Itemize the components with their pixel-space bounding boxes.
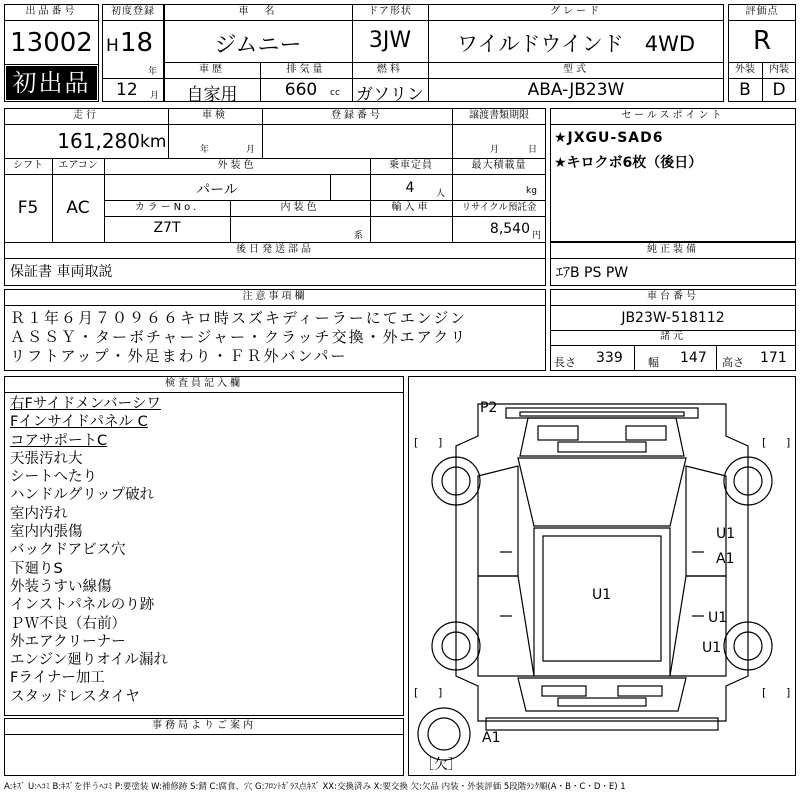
svg-text:[: [ bbox=[414, 436, 419, 449]
inspector-line: コアサポートC bbox=[10, 432, 108, 449]
inspector-line: Fライナー加工 bbox=[10, 670, 105, 687]
model-label: 型式 bbox=[563, 64, 589, 75]
inspector-line: 右Fサイドメンバーシワ bbox=[10, 396, 161, 412]
reg-year: 18 bbox=[120, 28, 154, 58]
inspector-line: 外エアクリーナー bbox=[10, 633, 126, 650]
history-label: 車歴 bbox=[199, 64, 225, 75]
mark-a1-right: A1 bbox=[716, 551, 735, 567]
model: ABA-JB23W bbox=[527, 80, 625, 100]
import-label: 輸入車 bbox=[391, 202, 431, 213]
year-unit: 年 bbox=[148, 67, 158, 77]
ext-color: パール bbox=[196, 182, 238, 198]
inspector-lines bbox=[10, 395, 400, 706]
notes-label: 注意事項欄 bbox=[242, 291, 308, 302]
inspector-line: インストパネルのり跡 bbox=[10, 597, 155, 614]
ac-label: エアコン bbox=[58, 160, 98, 171]
legend: A:ｷｽﾞ U:ﾍｺﾐ B:ｷｽﾞを伴うﾍｺﾐ P:要塗装 W:補修跡 S:錆 C:腐食、穴 G:ﾌﾛﾝﾄｶﾞﾗｽ点ｷｽﾞ XX:交換済み X:要交換 欠:欠品 内装・外装評価 5段階ﾗﾝｸ順(A・B・C・D・E) 1 bbox=[4, 782, 626, 792]
mileage: 161,280 bbox=[57, 129, 140, 153]
width: 147 bbox=[680, 350, 707, 366]
chassis-number: JB23W-518112 bbox=[621, 310, 725, 326]
svg-text:]: ] bbox=[438, 686, 443, 699]
reg-month: 12 bbox=[116, 80, 138, 100]
mark-u1-roof: U1 bbox=[592, 587, 612, 603]
svg-text:[: [ bbox=[414, 686, 419, 699]
svg-text:]: ] bbox=[786, 686, 791, 699]
grade: ワイルドウインド 4WD bbox=[456, 32, 696, 56]
car-diagram bbox=[408, 376, 796, 776]
era: H bbox=[106, 36, 119, 56]
transfer-label: 譲渡書類期限 bbox=[469, 110, 529, 121]
equipment-label: 純正装備 bbox=[647, 244, 699, 255]
sales-points-box bbox=[550, 108, 796, 242]
mark-u1-right-rear: U1 bbox=[708, 610, 728, 626]
inspector-line: 下廻りS bbox=[10, 560, 63, 577]
recycle-label: リサイクル預託金 bbox=[461, 202, 537, 213]
lot-label: 出品番号 bbox=[25, 6, 78, 17]
displacement-label: 排気量 bbox=[286, 64, 326, 75]
capacity: 4 bbox=[405, 180, 415, 196]
recycle-unit: 円 bbox=[532, 231, 542, 241]
displacement-unit: cc bbox=[330, 88, 340, 98]
month-unit: 月 bbox=[150, 91, 160, 101]
later-parts: 保証書 車両取説 bbox=[10, 264, 113, 280]
fuel: ガソリン bbox=[356, 85, 424, 105]
length-label: 長さ bbox=[554, 356, 576, 369]
inspector-line: 外装うすい線傷 bbox=[10, 578, 112, 595]
office-label: 事務局よりご案内 bbox=[152, 720, 256, 731]
exterior-label: 外装 bbox=[735, 64, 755, 75]
score-label: 評価点 bbox=[745, 6, 779, 17]
mark-u1-right-rear-wheel: U1 bbox=[702, 640, 722, 656]
inspector-line: ハンドルグリップ破れ bbox=[10, 487, 155, 504]
sales-points-label: セールスポイント bbox=[621, 110, 725, 121]
note-line-2: ＡＳＳＹ・ターボチャージャー・クラッチ交換・外エアクリ bbox=[10, 328, 468, 346]
insp-month-unit: 月 bbox=[246, 145, 256, 155]
exterior-score: B bbox=[739, 80, 751, 100]
height: 171 bbox=[760, 350, 787, 366]
history: 自家用 bbox=[186, 85, 238, 105]
inspector-line: ＰＷ不良（右前） bbox=[10, 615, 126, 632]
note-line-1: Ｒ１年６月７０９６６キロ時スズキディーラーにてエンジン bbox=[10, 309, 468, 327]
ac: AC bbox=[66, 198, 90, 218]
door-type: 3JW bbox=[368, 28, 412, 53]
length: 339 bbox=[596, 350, 623, 366]
ext-color-label: 外装色 bbox=[217, 160, 257, 171]
svg-text:]: ] bbox=[786, 436, 791, 449]
inspection-label: 車検 bbox=[202, 110, 228, 121]
lot-number: 13002 bbox=[10, 28, 93, 58]
mileage-unit: km bbox=[140, 132, 167, 152]
color-no-label: カラーNo. bbox=[134, 202, 200, 213]
inspector-line: 天張汚れ大 bbox=[10, 450, 83, 467]
height-label: 高さ bbox=[722, 356, 744, 369]
mark-p2: P2 bbox=[480, 400, 498, 416]
mark-a1-spare: A1 bbox=[482, 730, 501, 746]
later-parts-label: 後日発送部品 bbox=[236, 244, 314, 255]
car-name: ジムニー bbox=[214, 33, 302, 58]
max-load-unit: kg bbox=[526, 186, 537, 196]
equipment: ｴｱB PS PW bbox=[556, 265, 629, 281]
shift: F5 bbox=[17, 198, 39, 218]
shift-label: シフト bbox=[13, 160, 43, 171]
sales-point-1: ★JXGU-SAD6 bbox=[554, 130, 664, 146]
recycle: 8,540 bbox=[489, 221, 530, 237]
door-label: ドア形状 bbox=[368, 6, 412, 17]
dims-label: 諸元 bbox=[660, 331, 686, 342]
interior-label: 内装 bbox=[769, 64, 789, 75]
note-line-3: リフトアップ・外足まわり・ＦＲ外バンパー bbox=[10, 347, 348, 365]
mark-u1-right-front: U1 bbox=[716, 526, 736, 542]
svg-text:[: [ bbox=[762, 436, 767, 449]
sales-point-2: ★キロクボ6枚（後日） bbox=[554, 155, 703, 171]
max-load-label: 最大積載量 bbox=[471, 160, 527, 171]
insp-year-unit: 年 bbox=[200, 145, 210, 155]
first-listing-badge: 初出品 bbox=[6, 66, 97, 100]
capacity-unit: 人 bbox=[436, 189, 446, 199]
inspector-line: シートへたり bbox=[10, 469, 97, 486]
transfer-day-unit: 日 bbox=[528, 145, 538, 155]
inspector-line: エンジン廻りオイル漏れ bbox=[10, 652, 169, 669]
interior-score: D bbox=[772, 80, 786, 100]
mileage-label: 走行 bbox=[73, 110, 99, 121]
inspector-label: 検査員記入欄 bbox=[165, 378, 243, 389]
chassis-label: 車台番号 bbox=[647, 291, 699, 302]
inspector-line: 室内内張傷 bbox=[10, 524, 83, 541]
inspector-line: Fインサイドパネル C bbox=[10, 414, 148, 431]
int-color-unit: 系 bbox=[354, 231, 364, 241]
reg-no-label: 登録番号 bbox=[331, 110, 383, 121]
inspector-line: バックドアビス穴 bbox=[10, 542, 126, 559]
fuel-label: 燃料 bbox=[377, 64, 403, 75]
first-reg-label: 初度登録 bbox=[111, 6, 155, 17]
displacement: 660 bbox=[284, 80, 318, 100]
transfer-month-unit: 月 bbox=[490, 145, 500, 155]
grade-label: グレード bbox=[550, 6, 602, 17]
svg-text:]: ] bbox=[438, 436, 443, 449]
car-name-label: 車 名 bbox=[238, 6, 278, 17]
width-label: 幅 bbox=[648, 356, 659, 369]
int-color-label: 内装色 bbox=[280, 202, 320, 213]
spare-missing-bracket: ［欠］ bbox=[420, 757, 462, 773]
inspector-line: スタッドレスタイヤ bbox=[10, 688, 140, 705]
svg-text:[: [ bbox=[762, 686, 767, 699]
inspector-line: 室内汚れ bbox=[10, 505, 68, 522]
score: R bbox=[752, 26, 772, 56]
color-no: Z7T bbox=[153, 220, 181, 236]
capacity-label: 乗車定員 bbox=[389, 160, 433, 171]
